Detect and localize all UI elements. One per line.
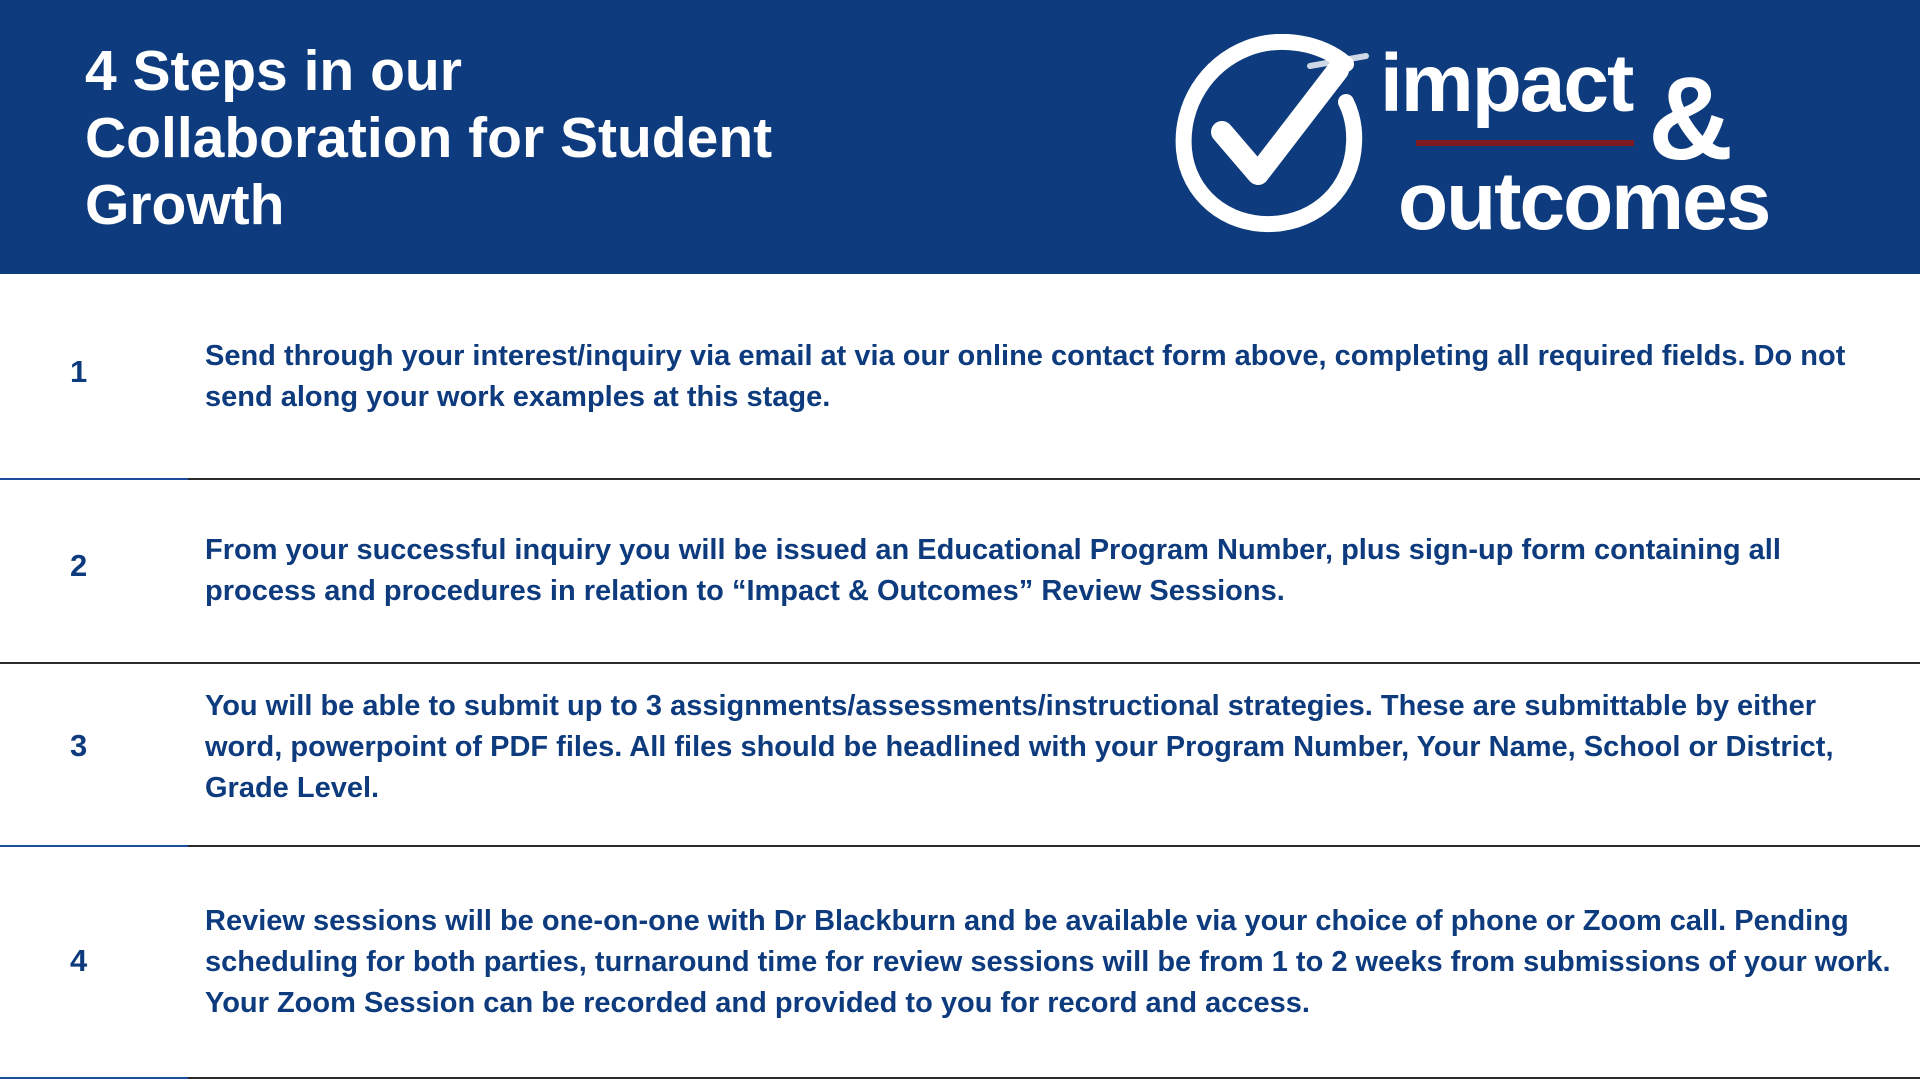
step-number: 4 (70, 943, 88, 978)
step-row-2 (0, 480, 1920, 660)
step-row-1 (0, 274, 1920, 478)
step-text: Send through your interest/inquiry via email at via our online contact form above, completing all required fields. Do not send along your work examples at this stage. (205, 340, 1846, 413)
logo-word-impact: impact (1380, 38, 1633, 129)
header-banner (0, 0, 1920, 274)
row-divider (0, 1077, 1920, 1079)
step-number: 1 (70, 354, 88, 389)
step-text: You will be able to submit up to 3 assignments/assessments/instructional strategies. These are submittable by either word, powerpoint of PDF files. All files should be headlined with your Program Number, Your Name, School or District, Grade Level. (205, 690, 1834, 804)
logo-divider-rule (1416, 140, 1634, 146)
logo-word-outcomes: outcomes (1398, 156, 1770, 247)
step-text: Review sessions will be one-on-one with Dr Blackburn and be available via your choice of phone or Zoom call. Pending scheduling for both parties, turnaround time for review sessions will be from 1 to 2 weeks from submissions of your work. Your Zoom Session can be recorded and provided to you for record and access. (205, 905, 1891, 1019)
impact-outcomes-logo (1170, 34, 1770, 247)
step-row-4 (0, 847, 1920, 1077)
logo-ampersand: & (1648, 53, 1732, 185)
step-row-3 (0, 664, 1920, 844)
checkmark-circle-icon (1170, 34, 1370, 234)
step-text: From your successful inquiry you will be issued an Educational Program Number, plus sign-up form containing all process and procedures in relation to “Impact & Outcomes” Review Sessions. (205, 534, 1781, 607)
page-title: 4 Steps in our Collaboration for Student Growth (85, 39, 773, 237)
step-number: 3 (70, 728, 88, 763)
step-number: 2 (70, 548, 88, 583)
